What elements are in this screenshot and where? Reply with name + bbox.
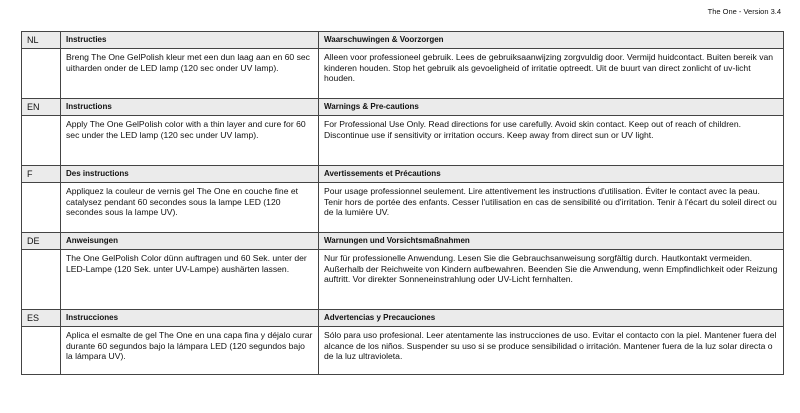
- instructions-text: Apply The One GelPolish color with a thin layer and cure for 60 sec under the LED lamp (120 sec under UV lamp).: [61, 116, 319, 166]
- section-header-de: [22, 233, 784, 250]
- warnings-heading: Warnungen und Vorsichtsmaßnahmen: [319, 233, 784, 250]
- warnings-text: Sólo para uso profesional. Leer atentamente las instrucciones de uso. Evitar el contacto con la piel. Mantener fuera del alcance de los niños. Suspender su uso si se produce sensibilidad o irritación. Mantener fuera de la luz solar directa o de la luz ultravioleta.: [319, 327, 784, 375]
- language-code: NL: [22, 32, 61, 49]
- warnings-heading: Avertissements et Précautions: [319, 166, 784, 183]
- instructions-text: Appliquez la couleur de vernis gel The One en couche fine et catalysez pendant 60 secondes sous la lampe LED (120 secondes sous la lampe UV).: [61, 183, 319, 233]
- section-body-f: [22, 183, 784, 233]
- warnings-text: For Professional Use Only. Read directions for use carefully. Avoid skin contact. Keep out of reach of children. Discontinue use if sensitivity or irritation occurs. Keep away from direct sun or UV light.: [319, 116, 784, 166]
- section-body-de: [22, 250, 784, 310]
- language-code: EN: [22, 99, 61, 116]
- instructions-heading: Instructions: [61, 99, 319, 116]
- section-body-nl: [22, 49, 784, 99]
- instructions-heading: Instructies: [61, 32, 319, 49]
- language-spacer: [22, 49, 61, 99]
- language-spacer: [22, 250, 61, 310]
- warnings-heading: Warnings & Pre-cautions: [319, 99, 784, 116]
- section-header-f: [22, 166, 784, 183]
- section-header-es: [22, 310, 784, 327]
- language-code: DE: [22, 233, 61, 250]
- instructions-heading: Anweisungen: [61, 233, 319, 250]
- instructions-text: The One GelPolish Color dünn auftragen und 60 Sek. unter der LED-Lampe (120 Sek. unter UV-Lampe) aushärten lassen.: [61, 250, 319, 310]
- section-header-en: [22, 99, 784, 116]
- section-body-en: [22, 116, 784, 166]
- language-spacer: [22, 183, 61, 233]
- warnings-text: Pour usage professionnel seulement. Lire attentivement les instructions d'utilisation. Éviter le contact avec la peau. Tenir hors de portée des enfants. Cesser l'utilisation en cas de sensibilité ou d'irritation. Tenir à l'écart du soleil direct ou de la lumière UV.: [319, 183, 784, 233]
- instructions-heading: Des instructions: [61, 166, 319, 183]
- version-label: The One - Version 3.4: [707, 7, 781, 16]
- section-body-es: [22, 327, 784, 375]
- language-code: ES: [22, 310, 61, 327]
- instructions-heading: Instrucciones: [61, 310, 319, 327]
- language-spacer: [22, 327, 61, 375]
- warnings-heading: Advertencias y Precauciones: [319, 310, 784, 327]
- warnings-text: Alleen voor professioneel gebruik. Lees de gebruiksaanwijzing zorgvuldig door. Vermijd huidcontact. Buiten bereik van kinderen houden. Stop het gebruik als gevoeligheid of irritatie optreedt. Uit de buurt van direct zonlicht of uv-licht houden.: [319, 49, 784, 99]
- instructions-text: Breng The One GelPolish kleur met een dun laag aan en 60 sec uitharden onder de LED lamp (120 sec onder UV lamp).: [61, 49, 319, 99]
- language-spacer: [22, 116, 61, 166]
- section-header-nl: [22, 32, 784, 49]
- language-code: F: [22, 166, 61, 183]
- instructions-table: [21, 31, 784, 375]
- warnings-heading: Waarschuwingen & Voorzorgen: [319, 32, 784, 49]
- warnings-text: Nur für professionelle Anwendung. Lesen Sie die Gebrauchsanweisung sorgfältig durch. Hautkontakt vermeiden. Außerhalb der Reichweite von Kindern aufbewahren. Beenden Sie die Anwendung, wenn Empfindlichkeit oder Reizung auftritt. Vor direkter Sonneneinstrahlung oder UV-Licht fernhalten.: [319, 250, 784, 310]
- instructions-text: Aplica el esmalte de gel The One en una capa fina y déjalo curar durante 60 segundos bajo la lámpara LED (120 segundos bajo la lámpara UV).: [61, 327, 319, 375]
